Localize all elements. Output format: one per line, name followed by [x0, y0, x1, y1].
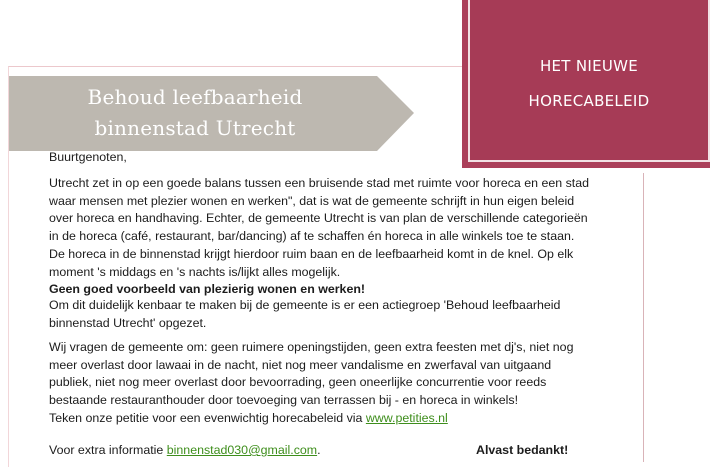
bold-statement: Geen goed voorbeeld van plezierig wonen en werken! — [49, 282, 366, 297]
info-end: . — [317, 443, 321, 457]
text-line: De horeca in de binnenstad krijgt hierdoor ruim baan en de leefbaarheid komt in de knel. Op elk — [49, 246, 574, 261]
text-line: Om dit duidelijk kenbaar te maken bij de gemeente is er een actiegroep 'Behoud leefbaarheid — [49, 298, 561, 312]
text-line: over horeca en handhaving. Echter, de gemeente Utrecht is van plan de verschillende categorieën — [49, 211, 588, 226]
banner-arrow — [9, 76, 414, 151]
text-line: bestaande restauranthouder door toevoeging van terrassen bij - en horeca in winkels! — [49, 393, 519, 408]
text-line: Utrecht zet in op een goede balans tussen een bruisende stad met ruimte voor horeca en een stad — [49, 176, 590, 190]
title-line1: HET NIEUWE — [539, 57, 639, 75]
banner-title — [9, 82, 381, 144]
banner-title-line1: Behoud leefbaarheid — [87, 85, 303, 109]
text-line: meer overlast door lawaai in de nacht, niet nog meer vandalisme en zwerfaval van uitgaand — [49, 357, 552, 372]
text-line: Wij vragen de gemeente om: geen ruimere openingstijden, geen extra feesten met dj's, niet nog — [49, 340, 574, 354]
text-line: binnenstad Utrecht' opgezet. — [49, 315, 207, 330]
greeting: Buurtgenoten, — [49, 150, 127, 164]
thanks-text: Alvast bedankt! — [476, 443, 569, 457]
frame-right-border — [643, 173, 644, 462]
title-line2: HORECABELEID — [528, 92, 650, 110]
banner-title-line2: binnenstad Utrecht — [94, 116, 296, 140]
text-line: moment 's middags en 's nachts is/lijkt alles mogelijk. — [49, 264, 341, 279]
title-box-text — [468, 49, 710, 119]
paragraph-petition — [49, 411, 448, 425]
email-link[interactable]: binnenstad030@gmail.com — [166, 443, 318, 457]
paragraph-demands — [49, 339, 573, 410]
text-line: in de horeca (café, restaurant, bar/dancing) af te schaffen én horeca in alle winkels toe te staan. — [49, 229, 575, 244]
paragraph-info — [49, 443, 321, 457]
paragraph-actiegroep — [49, 297, 560, 332]
petition-text: Teken onze petitie voor een evenwichtig horecabeleid via — [49, 411, 366, 425]
petition-link[interactable]: www.petities.nl — [365, 411, 448, 425]
text-line: publiek, niet nog meer overlast door bevoorrading, geen oneerlijke concurrentie voor reeds — [49, 375, 547, 390]
text-line: waar mensen met plezier wonen en werken", dat is wat de gemeente schrijft in hun eigen beleid — [49, 193, 575, 208]
info-text: Voor extra informatie — [49, 443, 167, 457]
paragraph-intro — [49, 175, 589, 299]
